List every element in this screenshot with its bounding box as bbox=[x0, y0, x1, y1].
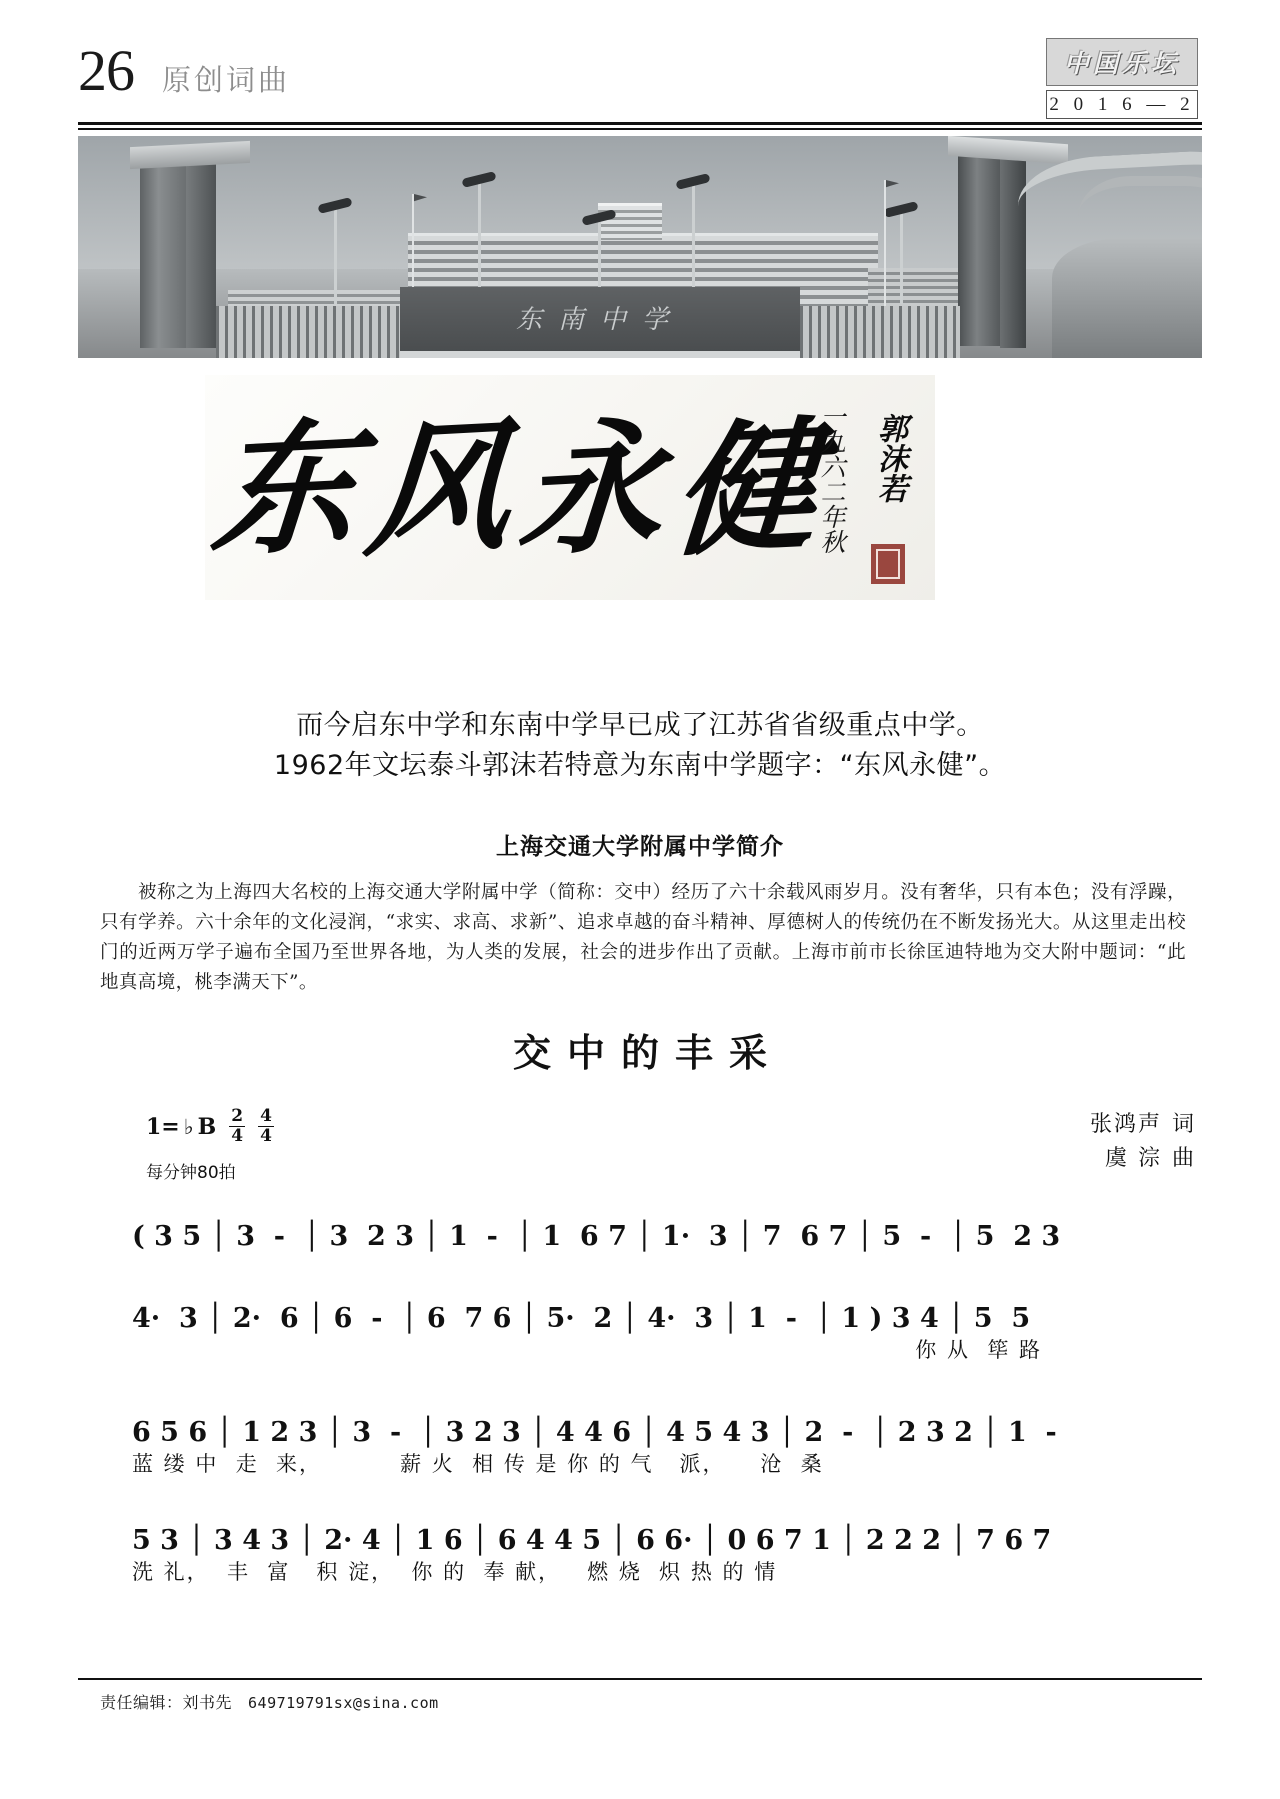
key-signature bbox=[146, 1108, 274, 1145]
photo-gate-pillar-left-inner bbox=[186, 160, 216, 348]
footer-rule bbox=[78, 1678, 1202, 1680]
calligraphy-characters bbox=[206, 381, 820, 596]
intro-line-1: 而今启东中学和东南中学早已成了江苏省省级重点中学。 bbox=[296, 710, 984, 741]
magazine-logo bbox=[1046, 38, 1198, 86]
school-gate-photo bbox=[78, 136, 1202, 358]
brand-block bbox=[1046, 38, 1202, 119]
intro-line-2: 1962年文坛泰斗郭沫若特意为东南中学题字：“东风永健”。 bbox=[273, 750, 1007, 781]
footer-editor: 责任编辑：刘书先 bbox=[100, 1693, 233, 1712]
calligraphy-char-2: 风 bbox=[360, 400, 512, 577]
photo-building-tower bbox=[598, 203, 662, 240]
composer-role: 曲 bbox=[1171, 1146, 1194, 1171]
time-signature-1-denominator: 4 bbox=[231, 1126, 244, 1146]
header-rule-thick bbox=[78, 122, 1202, 125]
calligraphy-seal-icon bbox=[871, 544, 905, 584]
photo-sign-wall bbox=[400, 287, 800, 358]
score-staff-4 bbox=[132, 1500, 1152, 1590]
photo-sign-wall-text: 东南中学 bbox=[515, 305, 684, 335]
flat-icon: ♭ bbox=[183, 1114, 194, 1139]
time-signature-1 bbox=[229, 1108, 245, 1145]
photo-gate-pillar-right-inner bbox=[1000, 158, 1026, 348]
score-lyrics-3: 蓝 缕 中 走 来， 薪 火 相 传 是 你 的 气 派， 沧 桑 bbox=[132, 1452, 824, 1476]
calligraphy-char-3: 永 bbox=[514, 400, 666, 577]
time-signature-2 bbox=[258, 1108, 274, 1145]
composer-credit bbox=[1090, 1142, 1194, 1176]
time-signature-1-numerator: 2 bbox=[231, 1106, 244, 1126]
score-staff-3 bbox=[132, 1392, 1152, 1482]
score-notes-4: 5 3 │ 3 4 3 │ 2· 4 │ 1 6 │ 6 4 4 5 │ 6 6· │ 0 6 7 1 │ 2 2 2 │ 7 6 7 bbox=[132, 1525, 1052, 1556]
issue-text: 2 0 1 6 — 2 bbox=[1049, 93, 1195, 115]
photo-gate-pillar-left bbox=[140, 150, 186, 348]
calligraphy-char-1: 东 bbox=[206, 400, 359, 577]
school-intro-body: 被称之为上海四大名校的上海交通大学附属中学（简称：交中）经历了六十余载风雨岁月。没有奢华，只有本色；没有浮躁，只有学养。六十余年的文化浸润，“求实、求高、求新”、追求卓越的奋斗精神、厚德树人的传统仍在不断发扬光大。从这里走出校门的近两万学子遍布全国乃至世界各地，为人类的发展，社会的进步作出了贡献。上海市前市长徐匡迪特地为交大附中题词：“此地真高境，桃李满天下”。 bbox=[100, 882, 1186, 993]
intro-paragraph bbox=[0, 706, 1280, 786]
school-intro-heading: 上海交通大学附属中学简介 bbox=[496, 834, 784, 860]
key-signature-label: 1= bbox=[146, 1113, 180, 1140]
footer-email[interactable]: 649719791sx@sina.com bbox=[248, 1694, 439, 1712]
score-lyrics-4: 洗 礼， 丰 富 积 淀， 你 的 奉 献， 燃 烧 炽 热 的 情 bbox=[132, 1560, 778, 1584]
photo-flagpole bbox=[884, 180, 886, 306]
photo-street-lamp bbox=[900, 212, 903, 304]
photo-fence-right bbox=[800, 306, 960, 358]
lyricist-role: 词 bbox=[1171, 1112, 1194, 1137]
composer-name: 虞 淙 bbox=[1104, 1146, 1162, 1171]
calligraphy-char-4: 健 bbox=[667, 400, 820, 577]
photo-gate-pillar-right bbox=[958, 146, 1000, 346]
lyricist-name: 张鸿声 bbox=[1089, 1112, 1162, 1137]
photo-fence-left bbox=[216, 306, 400, 358]
time-signature-2-denominator: 4 bbox=[260, 1126, 272, 1146]
score-notes-2: 4· 3 │ 2· 6 │ 6 - │ 6 7 6 │ 5· 2 │ 4· 3 │ 1 - │ 1 ) 3 4 │ 5 5 bbox=[132, 1303, 1031, 1334]
tempo-marking: 每分钟80拍 bbox=[146, 1163, 236, 1183]
calligraphy-date-inscription: 一九六二年秋 bbox=[817, 404, 846, 554]
photo-street-lamp bbox=[478, 182, 481, 304]
issue-box bbox=[1046, 90, 1198, 119]
score-notes-3: 6 5 6 │ 1 2 3 │ 3 - │ 3 2 3 │ 4 4 6 │ 4 5 4 3 │ 2 - │ 2 3 2 │ 1 - bbox=[132, 1417, 1057, 1448]
lyricist-credit bbox=[1090, 1108, 1194, 1142]
calligraphy-plate bbox=[205, 375, 935, 600]
section-label: 原创词曲 bbox=[162, 63, 291, 97]
key-signature-note: B bbox=[197, 1113, 217, 1140]
score-notes-1: ( 3 5 │ 3 - │ 3 2 3 │ 1 - │ 1 6 7 │ 1· 3 │ 7 6 7 │ 5 - │ 5 2 3 bbox=[132, 1221, 1061, 1252]
photo-guard-kiosk bbox=[1052, 238, 1202, 358]
photo-street-lamp bbox=[334, 208, 337, 304]
song-credits bbox=[1090, 1108, 1194, 1176]
song-title: 交中的丰采 bbox=[512, 1030, 783, 1075]
page-number: 26 bbox=[78, 38, 134, 103]
calligraphy-signature: 郭沫若 bbox=[872, 413, 907, 503]
footer bbox=[100, 1690, 439, 1713]
magazine-logo-text: 中国乐坛 bbox=[1063, 49, 1180, 78]
page-masthead bbox=[78, 38, 1202, 120]
photo-street-lamp bbox=[692, 184, 695, 304]
time-signature-2-numerator: 4 bbox=[260, 1106, 272, 1126]
score-staff-2 bbox=[132, 1278, 1152, 1368]
score-lyrics-2: 你 从 筚 路 bbox=[915, 1338, 1042, 1362]
score-staff-1 bbox=[132, 1196, 1152, 1286]
header-rule-thin bbox=[78, 128, 1202, 130]
